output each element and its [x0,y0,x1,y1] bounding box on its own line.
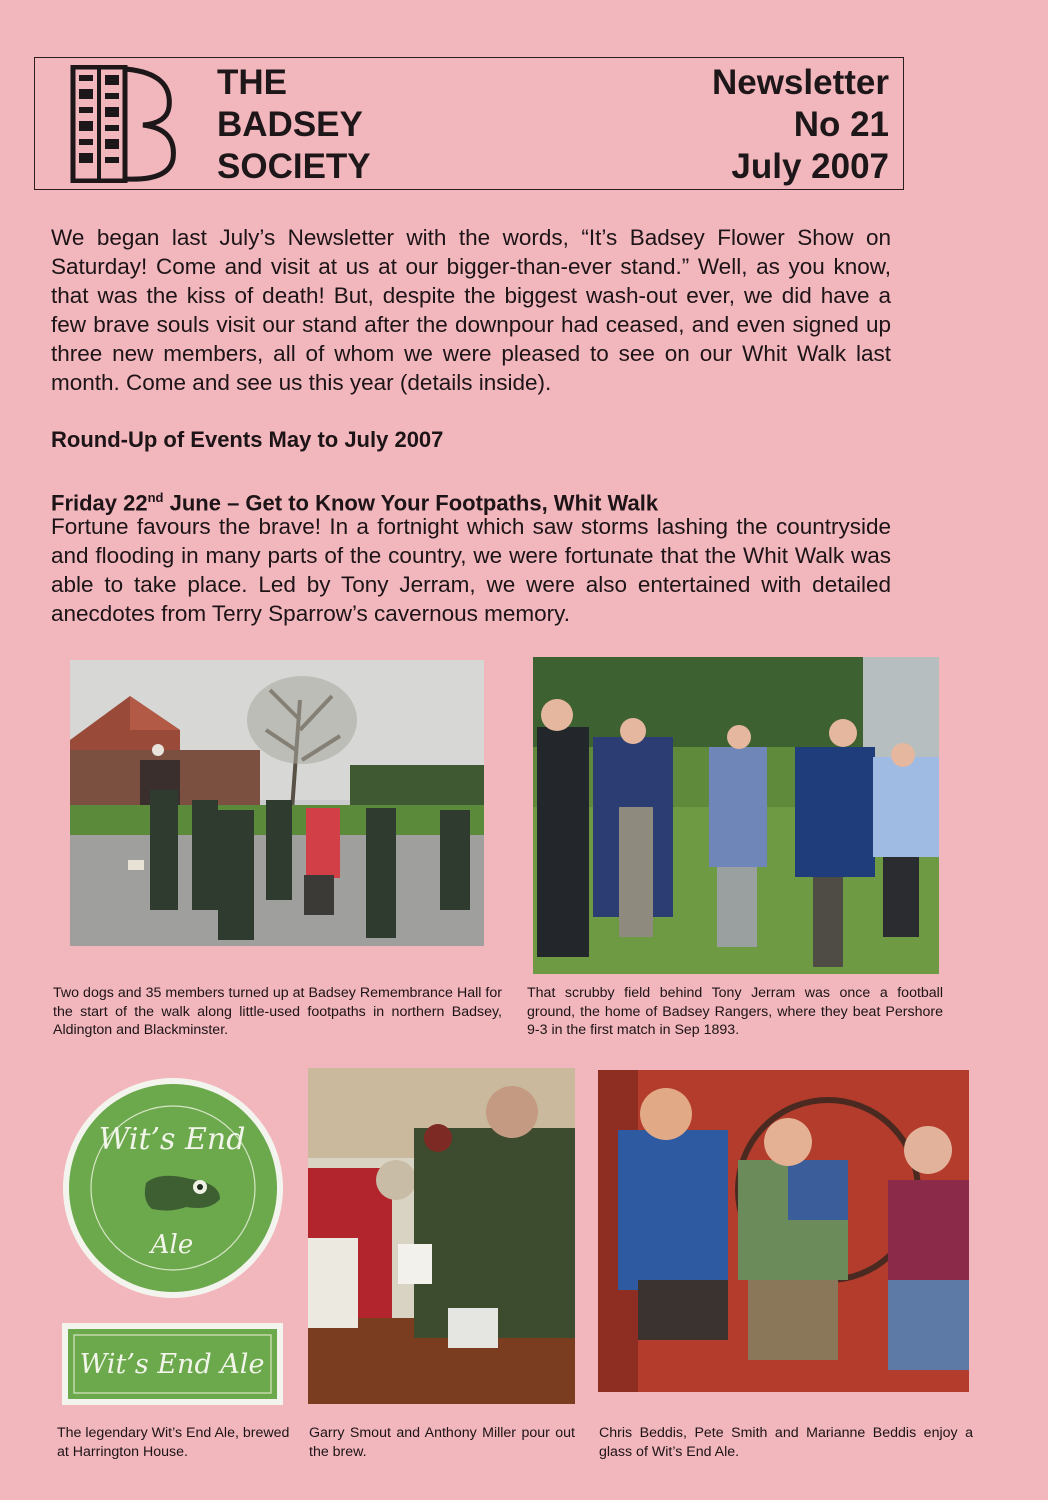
event-heading-prefix: Friday 22 [51,490,148,516]
ale-label-bottom: Ale [150,1230,194,1260]
society-name [217,62,371,188]
caption-hall: Two dogs and 35 members turned up at Badsey Remembrance Hall for the start of the walk along little-used footpaths in northern Badsey, Aldington and Blackminster. [53,985,502,1038]
caption-pour: Garry Smout and Anthony Miller pour out the brew. [309,1425,575,1460]
ale-label-banner: Wit’s End Ale [79,1349,265,1380]
badsey-society-logo [69,65,181,183]
caption-field: That scrubby field behind Tony Jerram was once a football ground, the home of Badsey Rangers, where they beat Pershore 9-3 in the first match in Sep 1893. [527,985,943,1038]
caption-ale: The legendary Wit’s End Ale, brewed at Harrington House. [57,1425,290,1460]
section-heading: Round-Up of Events May to July 2007 [51,427,444,452]
event-heading-suffix: June – Get to Know Your Footpaths, Whit Walk [163,490,659,516]
intro-paragraph: We began last July’s Newsletter with the words, “It’s Badsey Flower Show on Saturday! Come and visit at us at our bigger-than-ever stand.” Well, as you know, that was the kiss of death! But, despite the biggest wash-out ever, we did have a few brave souls visit our stand after the downpour had ceased, and even signed up three new members, all of whom we were pleased to see on our Whit Walk last month. Come and see us this year (details inside). [51,225,891,395]
masthead [34,57,904,190]
issue-info [712,62,889,188]
photo-pouring-brew [308,1068,575,1404]
photo-enjoying-ale [598,1070,969,1392]
issue-title: Newsletter [711,63,889,102]
society-line-3: SOCIETY [217,147,371,186]
ale-label-top: Wit’s End [98,1122,246,1157]
event-body: Fortune favours the brave! In a fortnight which saw storms lashing the countryside and flooding in many parts of the country, we were fortunate that the Whit Walk was able to take place. Led by Tony Jerram, we were also entertained with detailed anecdotes from Terry Sparrow’s cavernous memory. [51,514,891,626]
photo-football-field [533,657,939,974]
photo-remembrance-hall [70,660,484,946]
issue-date: July 2007 [731,147,889,186]
issue-number: No 21 [793,105,889,144]
society-line-1: THE [217,63,287,102]
photo-ale-label [60,1075,285,1410]
event-heading-sup: nd [147,490,164,505]
caption-glass: Chris Beddis, Pete Smith and Marianne Beddis enjoy a glass of Wit’s End Ale. [599,1425,973,1460]
society-line-2: BADSEY [217,105,363,144]
